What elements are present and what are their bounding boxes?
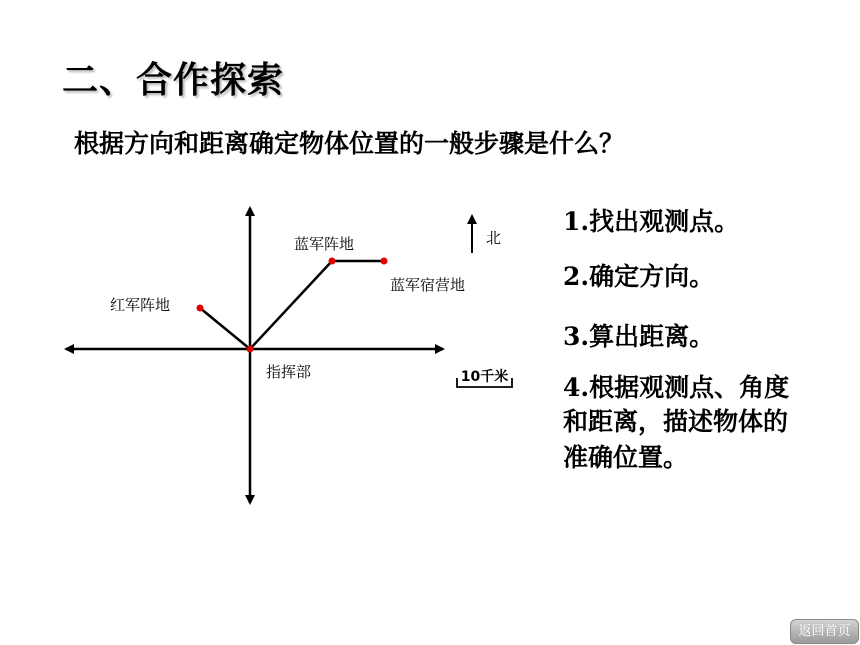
step-4-line-3: 准确位置。 (563, 443, 689, 472)
page-title: 二、合作探索 (62, 60, 285, 101)
red-army-label: 红军阵地 (110, 296, 171, 314)
red-army-point (197, 305, 204, 312)
route-red-army (200, 308, 250, 349)
step-4-line-2: 和距离，描述物体的 (563, 407, 789, 436)
north-label: 北 (486, 229, 502, 247)
blue-camp-label: 蓝军宿营地 (390, 276, 466, 294)
step-1: 1.找出观测点。 (563, 207, 740, 236)
hq-point (247, 346, 254, 353)
blue-army-label: 蓝军阵地 (294, 235, 355, 253)
step-4-line-1: 4.根据观测点、角度 (563, 373, 790, 402)
question-text: 根据方向和距离确定物体位置的一般步骤是什么？ (74, 129, 625, 158)
step-3: 3.算出距离。 (563, 322, 715, 351)
scale-label: 10千米 (460, 369, 509, 385)
blue-army-point (329, 258, 336, 265)
blue-camp-point (381, 258, 388, 265)
step-2: 2.确定方向。 (563, 262, 715, 291)
hq-label: 指挥部 (266, 363, 312, 381)
route-blue-army (250, 261, 332, 349)
back-home-button[interactable]: 返回首页 (790, 619, 859, 644)
